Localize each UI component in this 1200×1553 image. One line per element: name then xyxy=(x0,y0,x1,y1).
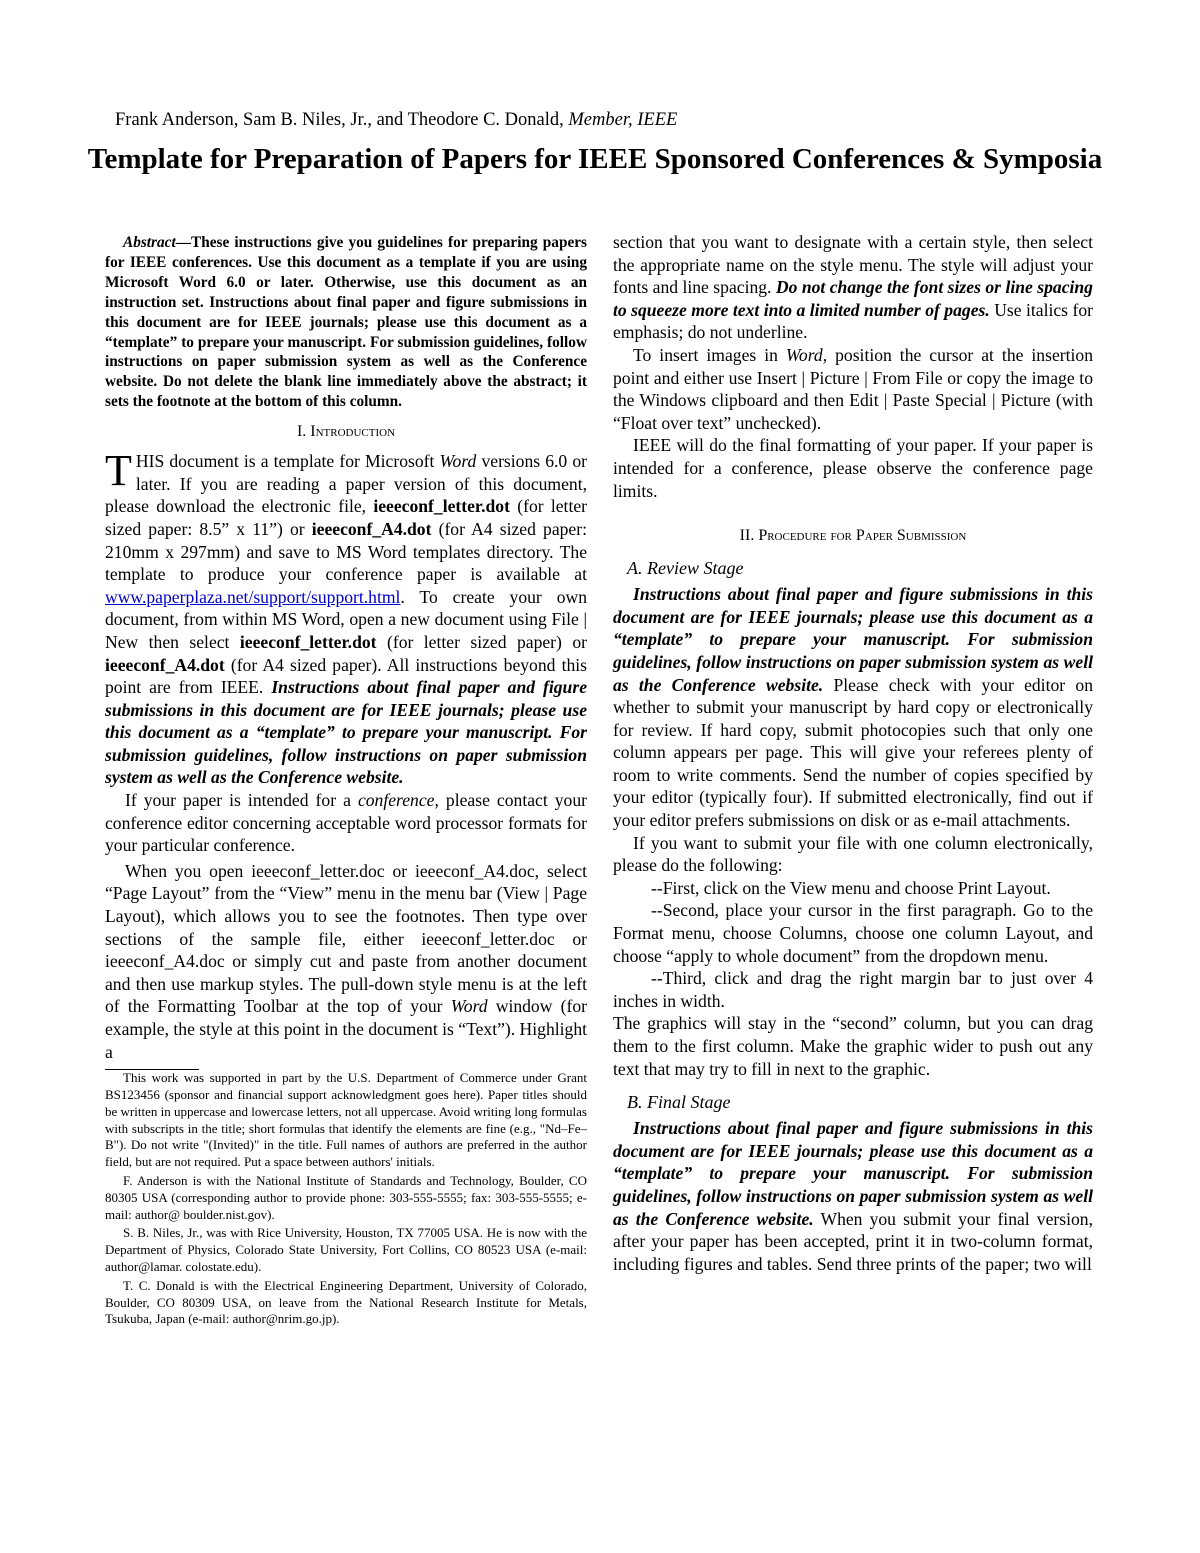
intro-text: please contact your conference editor concerning acceptable word processor formats for your particular conference. xyxy=(105,790,587,856)
intro-text: If your paper is intended for a xyxy=(125,790,358,811)
final-paragraph-1 xyxy=(613,1117,1093,1275)
intro-text: Use italics for emphasis; do not underline. xyxy=(613,299,1093,343)
filename-a4: ieeeconf_A4.dot xyxy=(311,518,432,539)
intro-paragraph-3 xyxy=(105,860,587,1063)
footnote-author-1: F. Anderson is with the National Institute of Standards and Technology, Boulder, CO 80305 USA (corresponding author to provide phone: 303-555-5555; fax: 303-555-5555; e-mail: author@ boulder.nist.gov). xyxy=(105,1172,587,1222)
filename-a4: ieeeconf_A4.dot xyxy=(105,654,225,675)
final-text: When you submit your final version, after your paper has been accepted, print it in two-column format, including figures and tables. Send three prints of the paper; two will xyxy=(613,1208,1093,1274)
subsection-heading-final: B. Final Stage xyxy=(627,1092,731,1113)
intro-paragraph-2 xyxy=(105,789,587,857)
abstract-label: Abstract xyxy=(123,234,176,251)
section-heading-procedure: II. Procedure for Paper Submission xyxy=(739,527,967,545)
right-column xyxy=(613,231,1093,1275)
intro-paragraph-1 xyxy=(105,446,588,789)
section-heading-introduction: I. Introduction xyxy=(296,423,396,441)
emphasis-instructions: Instructions about final paper and figure submissions in this document are for IEEE journals; please use this document as a “template” to prepare your manuscript. For submission guidelines, follow instructions on paper submission system as well as the Conference website. xyxy=(613,584,1093,695)
intro-text: . To create your own document, from within MS Word, open a new document using File | New then select xyxy=(105,586,587,652)
intro-text: To insert images in xyxy=(633,344,786,365)
emphasis-instructions: Instructions about final paper and figure submissions in this document are for IEEE journals; please use this document as a “template” to prepare your manuscript. For submission guidelines, follow instructions on paper submission system as well as the Conference website. xyxy=(613,1118,1093,1229)
review-paragraph-3: The graphics will stay in the “second” column, but you can drag them to the first column. Make the graphic wider to push out any text that may try to fill in next to the graphic. xyxy=(613,1013,1093,1079)
author-names: Frank Anderson, Sam B. Niles, Jr., and Theodore C. Donald, xyxy=(115,110,569,130)
word-italic: Word xyxy=(450,996,488,1017)
emphasis-instructions: Instructions about final paper and figure submissions in this document are for IEEE journals; please use this document as a “template” to prepare your manuscript. For submission guidelines, follow instructions on paper submission system as well as the Conference website. xyxy=(105,677,587,788)
intro-text: (for A4 sized paper: 210mm x 297mm) and save to MS Word templates directory. The template to produce your conference paper is available at xyxy=(105,518,587,585)
word-italic: Word, xyxy=(785,344,828,365)
footnote-author-2: S. B. Niles, Jr., was with Rice University, Houston, TX 77005 USA. He is now with the Department of Physics, Colorado State University, Fort Collins, CO 80523 USA (e-mail: author@lamar. colostate.edu). xyxy=(105,1225,587,1274)
review-step-2: --Second, place your cursor in the first paragraph. Go to the Format menu, choose Columns, choose one column Layout, and choose “apply to whole document” from the dropdown menu. xyxy=(613,900,1093,966)
filename-letter: ieeeconf_letter.dot xyxy=(373,496,510,517)
review-text: Please check with your editor on whether to submit your manuscript by hard copy or electronically for review. If hard copy, submit photocopies such that only one column appears per page. This will give your referees plenty of room to write comments. Send the number of copies specified by your editor (typically four). If submitted electronically, find out if your editor prefers submissions on disk or as e-mail attachments. xyxy=(613,674,1093,831)
emphasis-font-warning: Do not change the font sizes or line spacing to squeeze more text into a limited number of pages. xyxy=(613,277,1093,320)
intro-text: window (for example, the style at this point in the document is “Text”). Highlight a xyxy=(105,996,588,1062)
review-paragraph-1 xyxy=(613,583,1093,832)
intro-paragraph-3-continued xyxy=(613,231,1093,344)
drop-cap: T xyxy=(105,446,132,496)
author-line xyxy=(115,108,1015,132)
intro-paragraph-5: IEEE will do the final formatting of your paper. If your paper is intended for a conference, please observe the conference page limits. xyxy=(613,435,1093,501)
paper-title: Template for Preparation of Papers for IEEE Sponsored Conferences & Symposia xyxy=(87,143,1103,175)
intro-text: section that you want to designate with a certain style, then select the appropriate name on the style menu. The style will adjust your fonts and line spacing. xyxy=(613,232,1093,298)
review-step-1: --First, click on the View menu and choose Print Layout. xyxy=(651,877,1051,898)
footnotes xyxy=(105,1070,587,1328)
footnote-funding: This work was supported in part by the U.S. Department of Commerce under Grant BS123456 (sponsor and financial support acknowledgment goes here). Paper titles should be written in uppercase and lowercase letters, not all uppercase. Avoid writing long formulas with subscripts in the title; short formulas that identify the elements are fine (e.g., "Nd–Fe–B"). Do not write "(Invited)" in the title. Full names of authors are preferred in the author field, but are not required. Put a space between authors' initials. xyxy=(105,1070,587,1170)
conference-italic: conference, xyxy=(357,790,439,811)
footnote-author-3: T. C. Donald is with the Electrical Engineering Department, University of Colorado, Boulder, CO 80309 USA, on leave from the National Research Institute for Metals, Tsukuba, Japan (e-mail: author@nrim.go.jp). xyxy=(105,1277,587,1327)
intro-text: position the cursor at the insertion point and either use Insert | Picture | From File or copy the image to the Windows clipboard and then Edit | Paste Special | Picture (with “Float over text” unchecked). xyxy=(613,344,1093,433)
intro-paragraph-4 xyxy=(613,344,1093,434)
review-step-3: --Third, click and drag the right margin bar to just over 4 inches in width. xyxy=(613,968,1093,1011)
intro-text: (for letter sized paper: 8.5” x 11”) or xyxy=(105,496,588,539)
intro-text: versions 6.0 or later. If you are reading a paper version of this document, please download the electronic file, xyxy=(105,451,588,517)
left-column xyxy=(105,231,587,1328)
intro-text: HIS document is a template for Microsoft xyxy=(135,451,440,472)
intro-text: When you open ieeeconf_letter.doc or ieeeconf_A4.doc, select “Page Layout” from the “View” menu in the menu bar (View | Page Layout), which allows you to see the footnotes. Then type over sections of the sample file, either ieeeconf_letter.doc or ieeeconf_A4.doc or simply cut and paste from another document and then use markup styles. The pull-down style menu is at the left of the Formatting Toolbar at the top of your xyxy=(105,860,587,1017)
intro-text: (for letter sized paper) or xyxy=(376,631,587,652)
review-paragraph-2: If you want to submit your file with one column electronically, please do the following: xyxy=(613,832,1093,876)
filename-letter: ieeeconf_letter.dot xyxy=(239,631,377,652)
word-italic: Word xyxy=(439,451,477,472)
abstract-text: —These instructions give you guidelines for preparing papers for IEEE conferences. Use this document as a template if you are using Microsoft Word 6.0 or later. Otherwise, use this document as an instruction set. Instructions about final paper and figure submissions in this document are for IEEE journals; please use this document as a “template” to prepare your manuscript. For submission guidelines, follow instructions on paper submission system as well as the Conference website. Do not delete the blank line immediately above the abstract; it sets the footnote at the bottom of this column. xyxy=(105,234,587,411)
intro-text: (for A4 sized paper). All instructions beyond this point are from IEEE. xyxy=(105,654,587,698)
subsection-heading-review: A. Review Stage xyxy=(627,558,744,579)
author-membership: Member, IEEE xyxy=(568,110,678,130)
abstract xyxy=(105,233,587,412)
paperplaza-link[interactable]: www.paperplaza.net/support/support.html xyxy=(105,586,401,607)
